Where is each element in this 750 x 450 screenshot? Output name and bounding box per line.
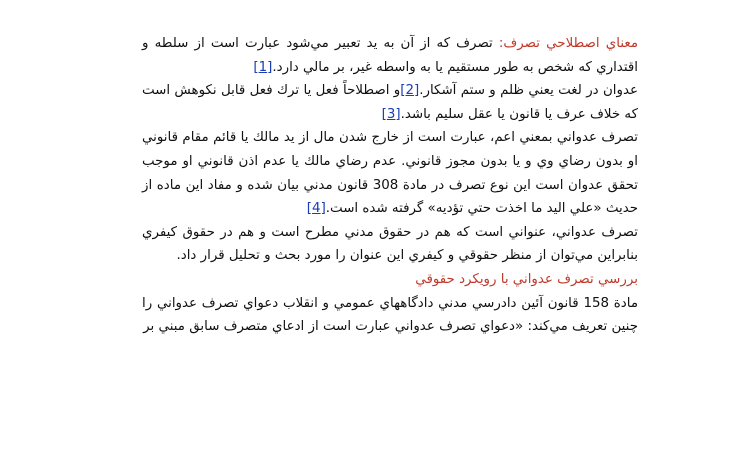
paragraph-text: و اصطلاحاً فعل يا ترك فعل قابل نكوهش است كه خلاف عرف يا قانون يا عقل سليم باشد. (142, 83, 638, 122)
paragraph-text: تصرف عدواني بمعني اعم، عبارت است از خارج شدن مال از يد مالك يا قائم مقام قانوني او بدون رضاي وي و يا بدون مجوز قانوني. عدم رضاي مالك يا عدم اذن قانوني او موجب تحقق عدوان است اين نوع تصرف در مادة 308 قانون مدني بيان شده و مفاد اين ماده از حديث «علي اليد ما اخذت حتي تؤديه» گرفته شده است. (142, 130, 638, 217)
article-body (142, 32, 638, 339)
paragraph-definition-possession (142, 32, 638, 79)
paragraph-article-158 (142, 292, 638, 339)
term-heading: معناي اصطلاحي تصرف: (498, 36, 638, 51)
paragraph-civil-criminal (142, 221, 638, 268)
footnote-link-4[interactable]: [4] (306, 201, 326, 217)
footnote-link-3[interactable]: [3] (381, 106, 401, 122)
section-heading: بررسي تصرف عدواني با رويكرد حقوقي (415, 271, 638, 287)
paragraph-definition-aggression (142, 79, 638, 126)
paragraph-text: عدوان در لغت يعني ظلم و ستم آشكار. (419, 83, 639, 99)
footnote-link-1[interactable]: [1] (253, 59, 273, 75)
paragraph-text: مادة 158 قانون آئين دادرسي مدني دادگاههاي عمومي و انقلاب دعواي تصرف عدواني را چنين تعريف مي‌كند: «دعواي تصرف عدواني عبارت است از ادعاي متصرف سابق مبني بر (142, 295, 638, 335)
paragraph-text: تصرف كه از آن به يد تعبير مي‌شود عبارت است از سلطه و اقتداري كه شخص به طور مستقيم يا به واسطه غير، بر مالي دارد. (142, 36, 638, 75)
paragraph-text: تصرف عدواني، عنواني است كه هم در حقوق مدني مطرح است و هم در حقوق كيفري بنابراين مي‌توان از منظر حقوقي و كيفري اين عنوان را مورد بحث و تحليل قرار داد. (142, 224, 638, 264)
paragraph-general-meaning (142, 126, 638, 220)
footnote-link-2[interactable]: [2] (400, 83, 420, 99)
